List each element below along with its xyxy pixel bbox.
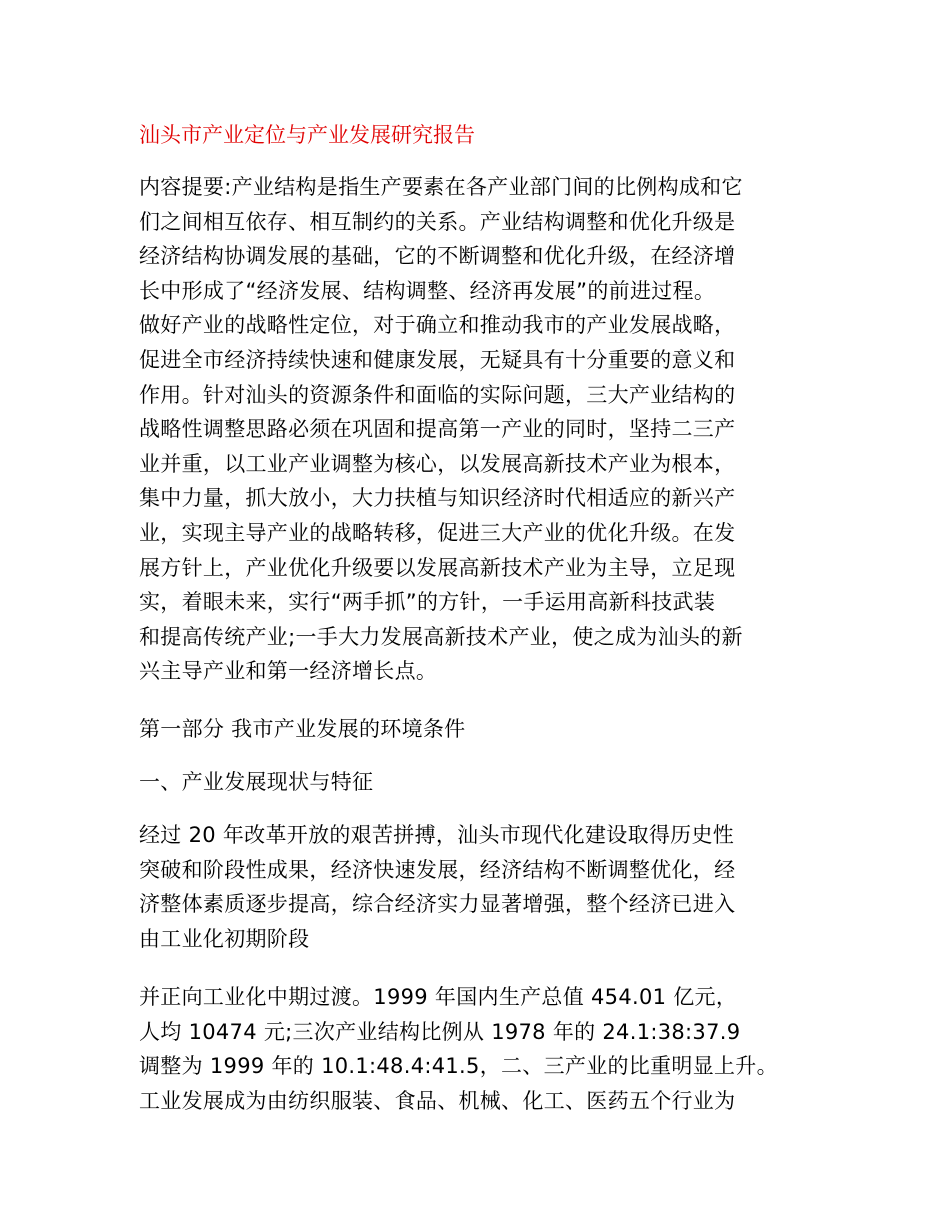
- text-line: 展方针上，产业优化升级要以发展高新技术产业为主导，立足现: [139, 555, 736, 580]
- text-line: 长中形成了“经济发展、结构调整、经济再发展”的前进过程。: [139, 278, 716, 303]
- text-line: 调整为 1999 年的 10.1:48.4:41.5，二、三产业的比重明显上升。: [139, 1054, 778, 1079]
- document-title: 汕头市产业定位与产业发展研究报告: [139, 123, 475, 147]
- text-line: 做好产业的战略性定位，对于确立和推动我市的产业发展战略，: [139, 313, 736, 338]
- section-heading: [139, 765, 373, 800]
- body-paragraph-1: [139, 818, 735, 956]
- text-line: 促进全市经济持续快速和健康发展，无疑具有十分重要的意义和: [139, 347, 736, 372]
- section-heading-text: 一、产业发展现状与特征: [139, 770, 374, 794]
- text-line: 由工业化初期阶段: [139, 926, 310, 951]
- text-line: 工业发展成为由纺织服装、食品、机械、化工、医药五个行业为: [139, 1088, 736, 1113]
- text-line: 业并重，以工业产业调整为核心，以发展高新技术产业为根本，: [139, 451, 736, 476]
- text-line: 济整体素质逐步提高，综合经济实力显著增强，整个经济已进入: [139, 892, 736, 917]
- summary-paragraph: [139, 170, 743, 689]
- text-line: 实，着眼未来，实行“两手抓”的方针，一手运用高新科技武装: [139, 590, 716, 615]
- text-line: 们之间相互依存、相互制约的关系。产业结构调整和优化升级是: [139, 209, 736, 234]
- text-line: 并正向工业化中期过渡。1999 年国内生产总值 454.01 亿元，: [139, 985, 738, 1009]
- text-line: 人均 10474 元;三次产业结构比例从 1978 年的 24.1:38:37.9: [139, 1019, 741, 1044]
- text-line: 兴主导产业和第一经济增长点。: [139, 659, 438, 684]
- text-line: 集中力量，抓大放小，大力扶植与知识经济时代相适应的新兴产: [139, 486, 736, 511]
- text-line: 和提高传统产业;一手大力发展高新技术产业，使之成为汕头的新: [139, 624, 743, 649]
- text-line: 作用。针对汕头的资源条件和面临的实际问题，三大产业结构的: [139, 382, 736, 407]
- text-line: 内容提要:产业结构是指生产要素在各产业部门间的比例构成和它: [139, 175, 743, 199]
- text-line: 突破和阶段性成果，经济快速发展，经济结构不断调整优化，经: [139, 857, 736, 882]
- body-paragraph-2: [139, 980, 778, 1118]
- text-line: 经过 20 年改革开放的艰苦拼搏，汕头市现代化建设取得历史性: [139, 823, 735, 847]
- text-line: 经济结构协调发展的基础，它的不断调整和优化升级，在经济增: [139, 244, 736, 269]
- text-line: 战略性调整思路必须在巩固和提高第一产业的同时，坚持二三产: [139, 417, 736, 442]
- part-heading-text: 第一部分 我市产业发展的环境条件: [139, 717, 466, 741]
- text-line: 业，实现主导产业的战略转移，促进三大产业的优化升级。在发: [139, 520, 736, 545]
- part-heading: [139, 712, 465, 747]
